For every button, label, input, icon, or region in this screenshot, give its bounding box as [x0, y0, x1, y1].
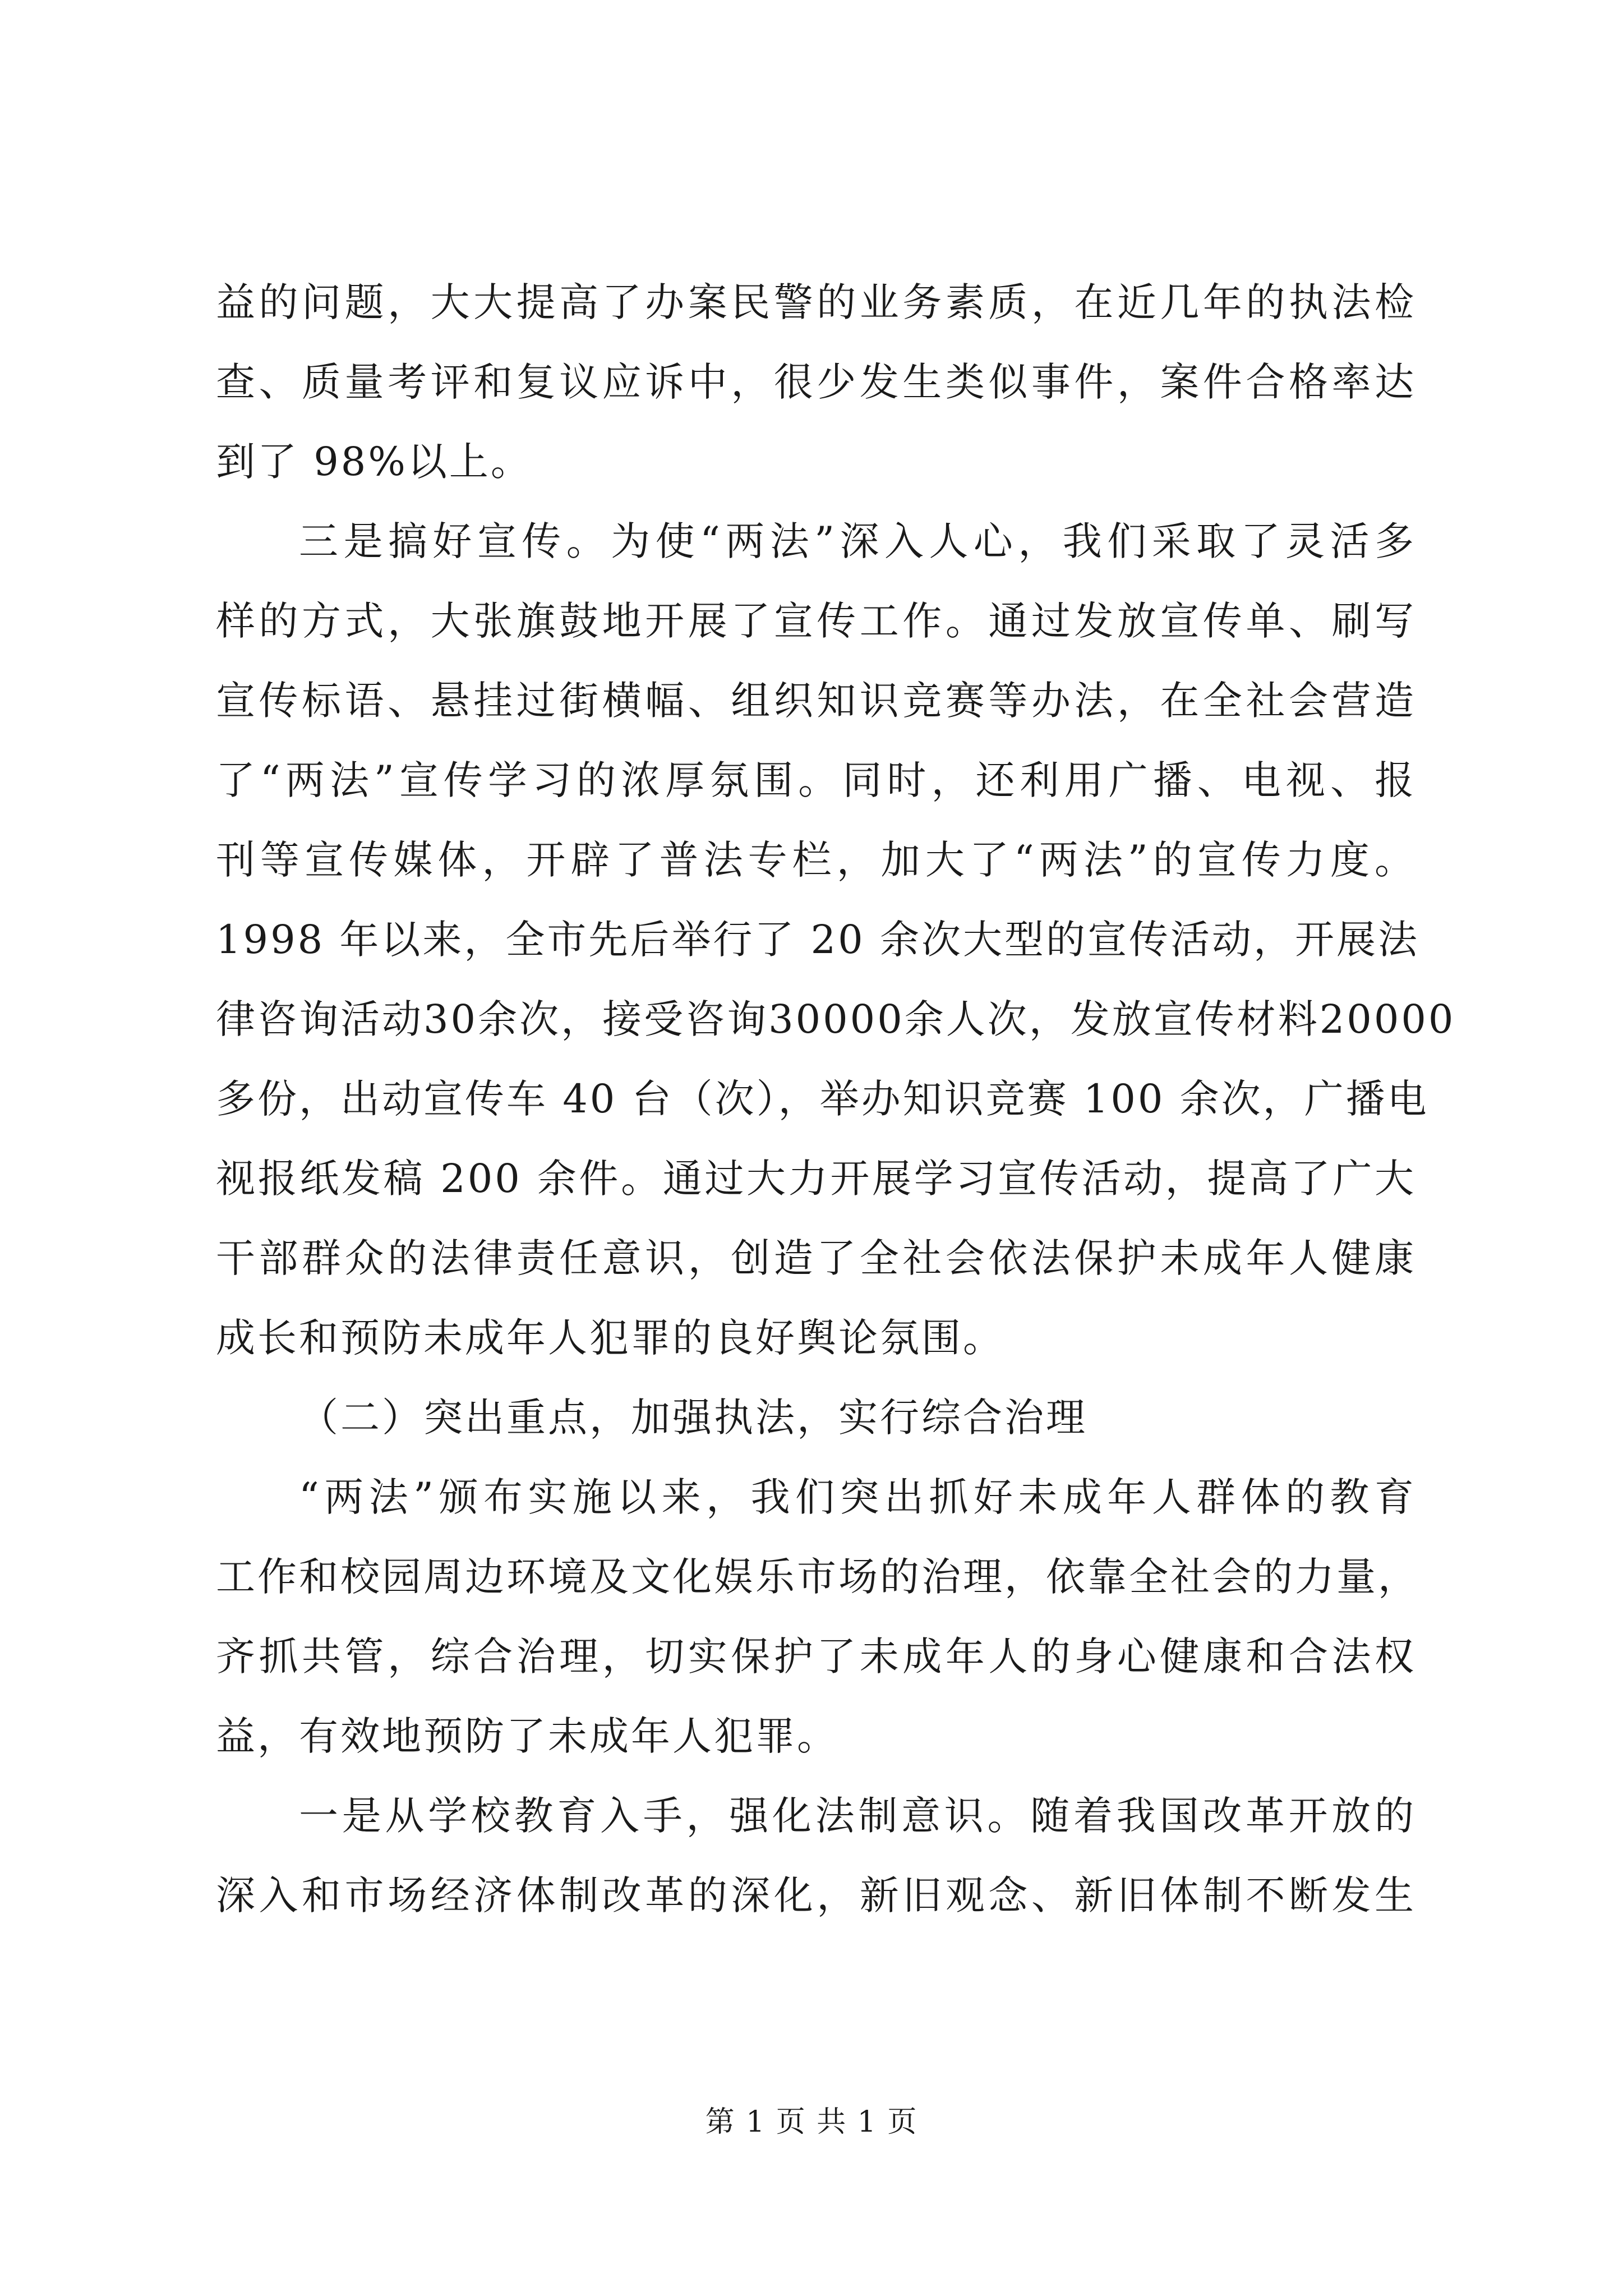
page-footer: 第 1 页 共 1 页 [705, 2105, 918, 2139]
text-line: 到了 98%以上。 [216, 439, 532, 485]
text-line: 齐抓共管，综合治理，切实保护了未成年人的身心健康和合法权 [216, 1634, 1416, 1680]
text-line: 多份，出动宣传车 40 台（次），举办知识竞赛 100 余次，广播电 [216, 1076, 1429, 1122]
text-line: 三是搞好宣传。为使“两法”深入人心，我们采取了灵活多 [299, 518, 1416, 564]
text-line: 益，有效地预防了未成年人犯罪。 [216, 1713, 838, 1759]
text-line: “两法”颁布实施以来，我们突出抓好未成年人群体的教育 [299, 1474, 1416, 1520]
body-text [216, 263, 1456, 1935]
text-line: 一是从学校教育入手，强化法制意识。随着我国改革开放的 [299, 1793, 1416, 1839]
text-line: 查、质量考评和复议应诉中，很少发生类似事件，案件合格率达 [216, 359, 1416, 405]
text-line: （二）突出重点，加强执法，实行综合治理 [299, 1395, 1087, 1441]
text-line: 深入和市场经济体制改革的深化，新旧观念、新旧体制不断发生 [216, 1872, 1416, 1918]
text-line: 1998 年以来，全市先后举行了 20 余次大型的宣传活动，开展法 [216, 917, 1419, 963]
text-line: 刊等宣传媒体，开辟了普法专栏，加大了“两法”的宣传力度。 [216, 837, 1416, 883]
text-line: 工作和校园周边环境及文化娱乐市场的治理，依靠全社会的力量， [216, 1554, 1419, 1600]
text-line: 律咨询活动30余次，接受咨询30000余人次，发放宣传材料20000 [216, 996, 1456, 1042]
text-line: 了“两法”宣传学习的浓厚氛围。同时，还利用广播、电视、报 [216, 757, 1416, 803]
text-line: 成长和预防未成年人犯罪的良好舆论氛围。 [216, 1315, 1004, 1361]
text-line: 干部群众的法律责任意识，创造了全社会依法保护未成年人健康 [216, 1235, 1416, 1281]
text-line: 益的问题，大大提高了办案民警的业务素质，在近几年的执法检 [216, 279, 1416, 325]
text-line: 视报纸发稿 200 余件。通过大力开展学习宣传活动，提高了广大 [216, 1156, 1416, 1202]
text-line: 宣传标语、悬挂过街横幅、组织知识竞赛等办法，在全社会营造 [216, 678, 1416, 724]
text-line: 样的方式，大张旗鼓地开展了宣传工作。通过发放宣传单、刷写 [216, 598, 1416, 644]
